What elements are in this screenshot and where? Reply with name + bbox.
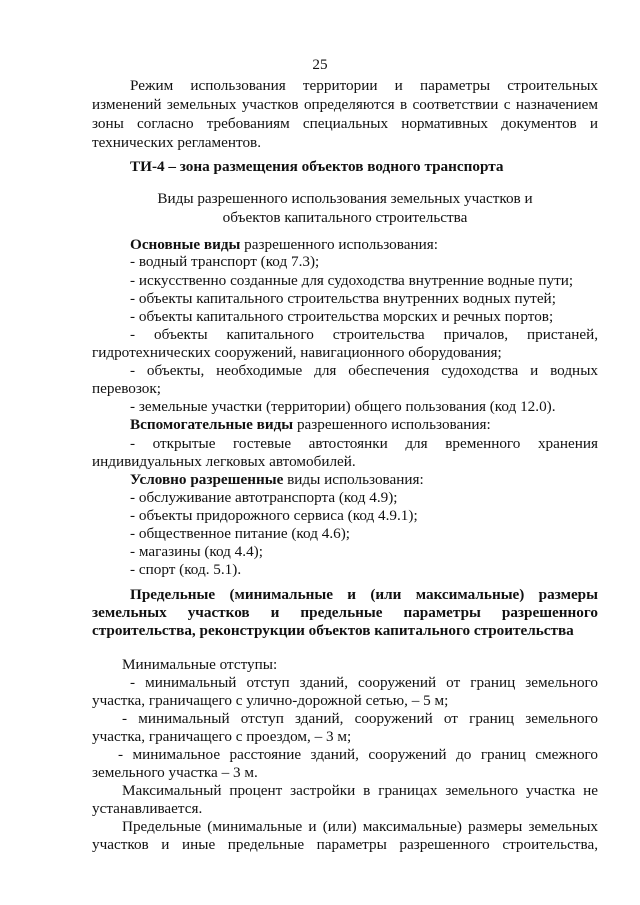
setback-item-continuation: земельного участка – 3 м. [92, 764, 258, 781]
list-item: - магазины (код 4.4); [130, 543, 263, 560]
list-item: - общественное питание (код 4.6); [130, 525, 350, 542]
list-item: - обслуживание автотранспорта (код 4.9); [130, 489, 398, 506]
cond-uses-heading-bold: Условно разрешенные [130, 471, 284, 488]
section-heading-line: объектов капитального строительства [222, 209, 468, 226]
setback-item-continuation: участка, граничащего с улично-дорожной сетью, – 5 м; [92, 692, 449, 709]
list-item: - искусственно созданные для судоходства внутренние водные пути; [130, 272, 574, 289]
intro-line: технических регламентов. [92, 134, 262, 151]
main-uses-heading-bold: Основные виды [130, 236, 241, 253]
setback-item: - минимальный отступ зданий, сооружений от границ земельного [130, 674, 598, 691]
aux-uses-heading-bold: Вспомогательные виды [130, 416, 294, 433]
list-item-continuation: гидротехнических сооружений, навигационного оборудования; [92, 344, 502, 361]
paragraph-line: Максимальный процент застройки в границах земельного участка не [122, 782, 598, 799]
main-uses-heading [130, 236, 438, 253]
list-item: - объекты капитального строительства внутренних водных путей; [130, 290, 556, 307]
limits-heading-line: строительства, реконструкции объектов капитального строительства [92, 622, 574, 639]
list-item: - спорт (код. 5.1). [130, 561, 242, 578]
list-item: - земельные участки (территории) общего пользования (код 12.0). [130, 398, 556, 415]
list-item: - объекты, необходимые для обеспечения судоходства и водных [130, 362, 598, 379]
limits-heading-line: Предельные (минимальные и (или максимальные) размеры [130, 586, 598, 603]
intro-line: Режим использования территории и параметры строительных [130, 77, 598, 94]
list-item: - открытые гостевые автостоянки для временного хранения [130, 435, 598, 452]
main-uses-heading-rest: разрешенного использования: [240, 236, 438, 253]
paragraph-line: Предельные (минимальные и (или) максимальные) размеры земельных [122, 818, 598, 835]
section-heading-line: Виды разрешенного использования земельных участков и [157, 190, 533, 207]
list-item: - объекты придорожного сервиса (код 4.9.1); [130, 507, 418, 524]
setback-item-continuation: участка, граничащего с проездом, – 3 м; [92, 728, 352, 745]
cond-uses-heading-rest: виды использования: [283, 471, 424, 488]
setback-item: - минимальный отступ зданий, сооружений от границ земельного [122, 710, 598, 727]
intro-line: зоны согласно требованиям специальных нормативных документов и [92, 115, 598, 132]
setback-item: - минимальное расстояние зданий, сооружений до границ смежного [118, 746, 598, 763]
intro-line: изменений земельных участков определяются в соответствии с назначением [92, 96, 598, 113]
aux-uses-heading-rest: разрешенного использования: [293, 416, 491, 433]
page-number: 25 [312, 56, 328, 73]
list-item: - объекты капитального строительства причалов, пристаней, [130, 326, 598, 343]
paragraph-line: участков и иные предельные параметры разрешенного строительства, [92, 836, 598, 853]
list-item: - водный транспорт (код 7.3); [130, 253, 320, 270]
setbacks-heading: Минимальные отступы: [122, 656, 278, 673]
cond-uses-heading [130, 471, 424, 488]
list-item-continuation: индивидуальных легковых автомобилей. [92, 453, 356, 470]
zone-title: ТИ-4 – зона размещения объектов водного транспорта [130, 158, 504, 175]
aux-uses-heading [130, 416, 491, 433]
list-item: - объекты капитального строительства морских и речных портов; [130, 308, 554, 325]
list-item-continuation: перевозок; [92, 380, 161, 397]
paragraph-line: устанавливается. [92, 800, 203, 817]
limits-heading-line: земельных участков и предельные параметры разрешенного [92, 604, 598, 621]
